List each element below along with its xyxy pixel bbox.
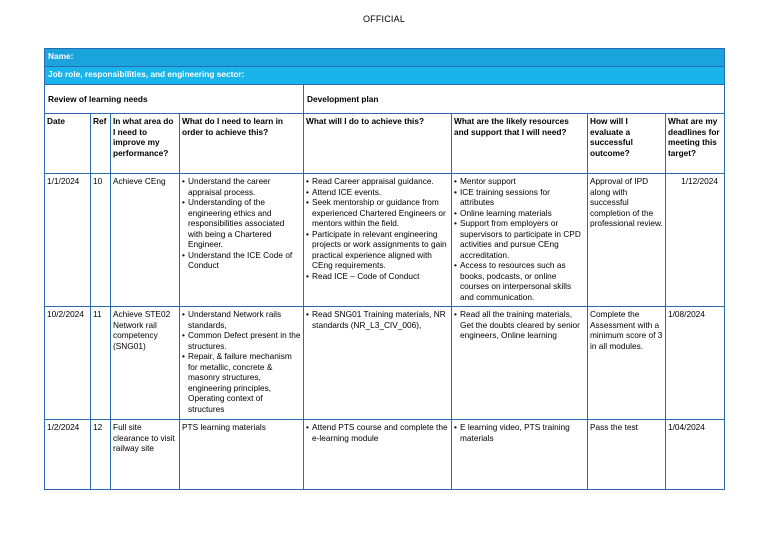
cell-resources[interactable]: [452, 307, 588, 420]
job-role-label[interactable]: Job role, responsibilities, and engineering sector:: [45, 67, 725, 85]
list-item: • Understand the career appraisal process.: [182, 176, 301, 197]
list-item: • Understanding of the engineering ethics and responsibilities associated with being a Chartered Engineer.: [182, 197, 301, 250]
cell-area[interactable]: Full site clearance to visit railway site: [111, 420, 180, 490]
job-role-row: [45, 67, 725, 85]
table-row: [45, 420, 725, 490]
list-item: • Online learning materials: [454, 208, 585, 219]
cell-deadline[interactable]: 1/04/2024: [666, 420, 725, 490]
list-item: • Read Career appraisal guidance.: [306, 176, 449, 187]
cell-do[interactable]: [304, 307, 452, 420]
table-row: [45, 174, 725, 307]
cell-ref[interactable]: 10: [91, 174, 111, 307]
header-learn: What do I need to learn in order to achieve this?: [180, 114, 304, 174]
list-item: • Understand Network rails standards,: [182, 309, 301, 330]
cell-do[interactable]: [304, 420, 452, 490]
security-marking: OFFICIAL: [362, 14, 406, 24]
learn-list: [182, 176, 301, 271]
name-row: [45, 49, 725, 67]
list-item: • Participate in relevant engineering projects or work assignments to gain practical experience aligned with CEng requirements.: [306, 229, 449, 271]
cell-evaluate[interactable]: Approval of IPD along with successful completion of the professional review.: [588, 174, 666, 307]
cell-do[interactable]: [304, 174, 452, 307]
cell-date[interactable]: 10/2/2024: [45, 307, 91, 420]
cell-learn[interactable]: PTS learning materials: [180, 420, 304, 490]
cell-evaluate[interactable]: Complete the Assessment with a minimum score of 3 in all modules.: [588, 307, 666, 420]
list-item: • Repair, & failure mechanism for metallic, concrete & masonry structures, engineering principles, Operating context of structures: [182, 351, 301, 414]
header-date: Date: [45, 114, 91, 174]
cell-deadline[interactable]: 1/08/2024: [666, 307, 725, 420]
cell-learn[interactable]: [180, 307, 304, 420]
header-row: [45, 114, 725, 174]
header-area: In what area do I need to improve my performance?: [111, 114, 180, 174]
development-plan-heading: Development plan: [304, 85, 725, 114]
cell-date[interactable]: 1/1/2024: [45, 174, 91, 307]
list-item: • ICE training sessions for attributes: [454, 187, 585, 208]
cell-learn[interactable]: [180, 174, 304, 307]
name-label[interactable]: Name:: [45, 49, 725, 67]
list-item: • Read SNG01 Training materials, NR standards (NR_L3_CIV_006),: [306, 309, 449, 330]
do-list: [306, 422, 449, 443]
list-item: • Mentor support: [454, 176, 585, 187]
list-item: • Support from employers or supervisors to participate in CPD activities and pursue CEng accreditation.: [454, 218, 585, 260]
development-plan-table: [44, 48, 725, 490]
cell-resources[interactable]: [452, 420, 588, 490]
cell-date[interactable]: 1/2/2024: [45, 420, 91, 490]
list-item: • Read all the training materials, Get the doubts cleared by senior engineers, Online learning: [454, 309, 585, 341]
cell-area[interactable]: Achieve STE02 Network rail competency (SNG01): [111, 307, 180, 420]
cell-evaluate[interactable]: Pass the test: [588, 420, 666, 490]
header-deadline: What are my deadlines for meeting this target?: [666, 114, 725, 174]
list-item: • Understand the ICE Code of Conduct: [182, 250, 301, 271]
section-row: [45, 85, 725, 114]
header-ref: Ref: [91, 114, 111, 174]
header-evaluate: How will I evaluate a successful outcome?: [588, 114, 666, 174]
cell-ref[interactable]: 11: [91, 307, 111, 420]
do-list: [306, 176, 449, 281]
list-item: • Attend PTS course and complete the e-learning module: [306, 422, 449, 443]
cell-ref[interactable]: 12: [91, 420, 111, 490]
cell-deadline[interactable]: 1/12/2024: [666, 174, 725, 307]
resources-list: [454, 422, 585, 443]
review-learning-needs-heading: Review of learning needs: [45, 85, 304, 114]
table-row: [45, 307, 725, 420]
resources-list: [454, 309, 585, 341]
list-item: • Common Defect present in the structures.: [182, 330, 301, 351]
list-item: • Read ICE – Code of Conduct: [306, 271, 449, 282]
list-item: • Seek mentorship or guidance from experienced Chartered Engineers or mentors within the field.: [306, 197, 449, 229]
header-do: What will I do to achieve this?: [304, 114, 452, 174]
header-resources: What are the likely resources and support that I will need?: [452, 114, 588, 174]
learn-list: [182, 309, 301, 414]
resources-list: [454, 176, 585, 302]
cell-area[interactable]: Achieve CEng: [111, 174, 180, 307]
do-list: [306, 309, 449, 330]
list-item: • Attend ICE events.: [306, 187, 449, 198]
list-item: • Access to resources such as books, podcasts, or online courses on interpersonal skills and communication.: [454, 260, 585, 302]
cell-resources[interactable]: [452, 174, 588, 307]
list-item: • E learning video, PTS training materials: [454, 422, 585, 443]
